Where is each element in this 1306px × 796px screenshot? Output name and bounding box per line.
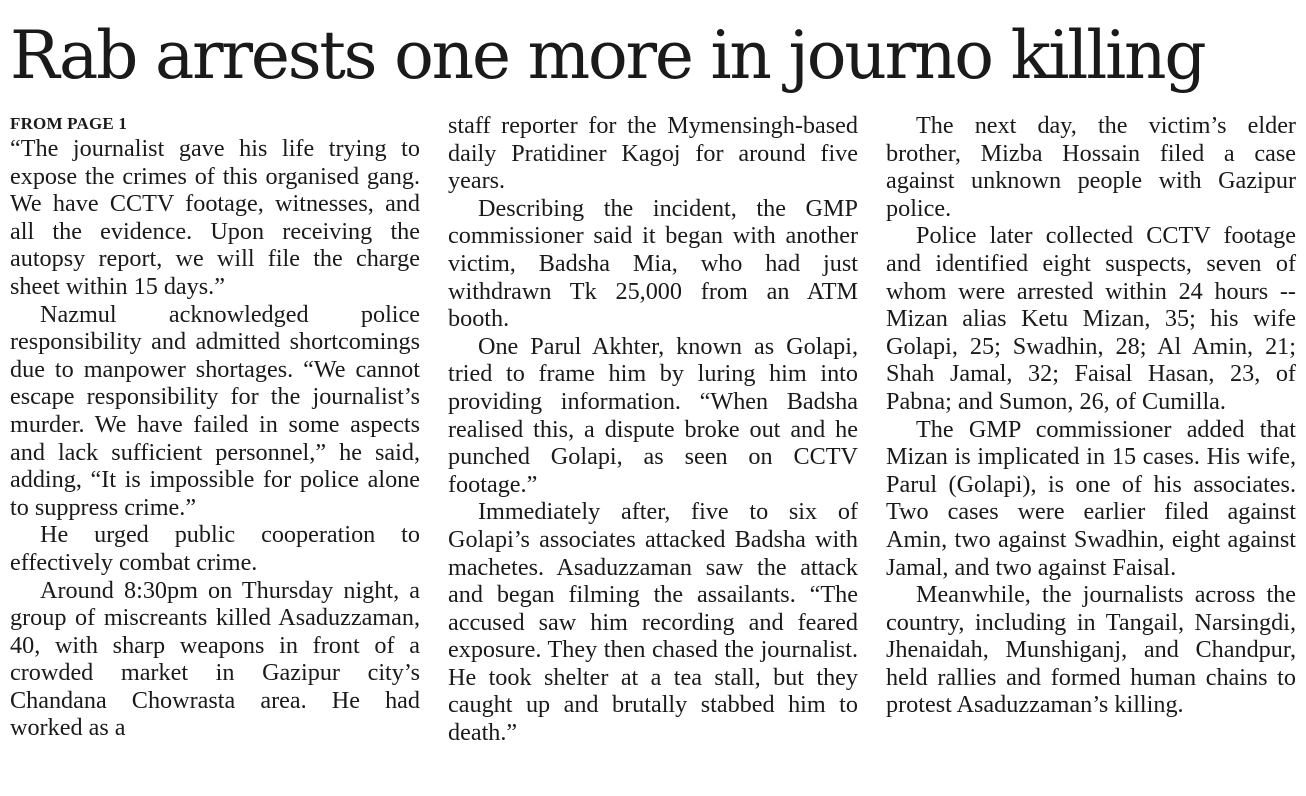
paragraph: Police later collected CCTV footage and identified eight suspects, seven of whom were arrested within 24 hours -- Mizan alias Ketu Mizan, 35; his wife Golapi, 25; Swadhin, 28; Al Amin, 21; Shah Jamal, 32; Faisal Hasan, 23, of Pabna; and Sumon, 26, of Cumilla. [886,222,1296,415]
paragraph: Nazmul acknowledged police responsibility and admitted shortcomings due to manpower shortages. “We cannot escape responsibility for the journalist’s murder. We have failed in some aspects and lack sufficient personnel,” he said, adding, “It is impossible for police alone to suppress crime.” [10,300,420,521]
paragraph: One Parul Akhter, known as Golapi, tried to frame him by luring him into providing information. “When Badsha realised this, a dispute broke out and he punched Golapi, as seen on CCTV footage.” [448,332,858,498]
section-kicker: FROM PAGE 1 [10,114,128,133]
paragraph: Around 8:30pm on Thursday night, a group of miscreants killed Asaduzzaman, 40, with sharp weapons in front of a crowded market in Gazipur city’s Chandana Chowrasta area. He had worked as a [10,576,420,742]
paragraph: “The journalist gave his life trying to expose the crimes of this organised gang. We have CCTV footage, witnesses, and all the evidence. Upon receiving the autopsy report, we will file the charge sheet within 15 days.” [10,135,420,300]
article-column-1 [10,112,420,742]
headline: Rab arrests one more in journo killing [10,17,1205,94]
paragraph: Meanwhile, the journalists across the country, including in Tangail, Narsingdi, Jhenaidah, Munshiganj, and Chandpur, held rallies and formed human chains to protest Asaduzzaman’s killing. [886,581,1296,719]
article-column-2 [448,112,858,747]
paragraph: staff reporter for the Mymensingh-based daily Pratidiner Kagoj for around five years. [448,112,858,195]
paragraph: The next day, the victim’s elder brother, Mizba Hossain filed a case against unknown people with Gazipur police. [886,112,1296,222]
paragraph: Describing the incident, the GMP commissioner said it began with another victim, Badsha Mia, who had just withdrawn Tk 25,000 from an ATM booth. [448,194,858,333]
paragraph: He urged public cooperation to effectively combat crime. [10,521,420,576]
article-column-3 [886,112,1296,719]
paragraph: The GMP commissioner added that Mizan is implicated in 15 cases. His wife, Parul (Golapi), is one of his associates. Two cases were earlier filed against Amin, two against Swadhin, eight against Jamal, and two against Faisal. [886,415,1296,581]
paragraph: Immediately after, five to six of Golapi’s associates attacked Badsha with machetes. Asaduzzaman saw the attack and began filming the assailants. “The accused saw him recording and feared exposure. They then chased the journalist. He took shelter at a tea stall, but they caught up and brutally stabbed him to death.” [448,498,858,747]
